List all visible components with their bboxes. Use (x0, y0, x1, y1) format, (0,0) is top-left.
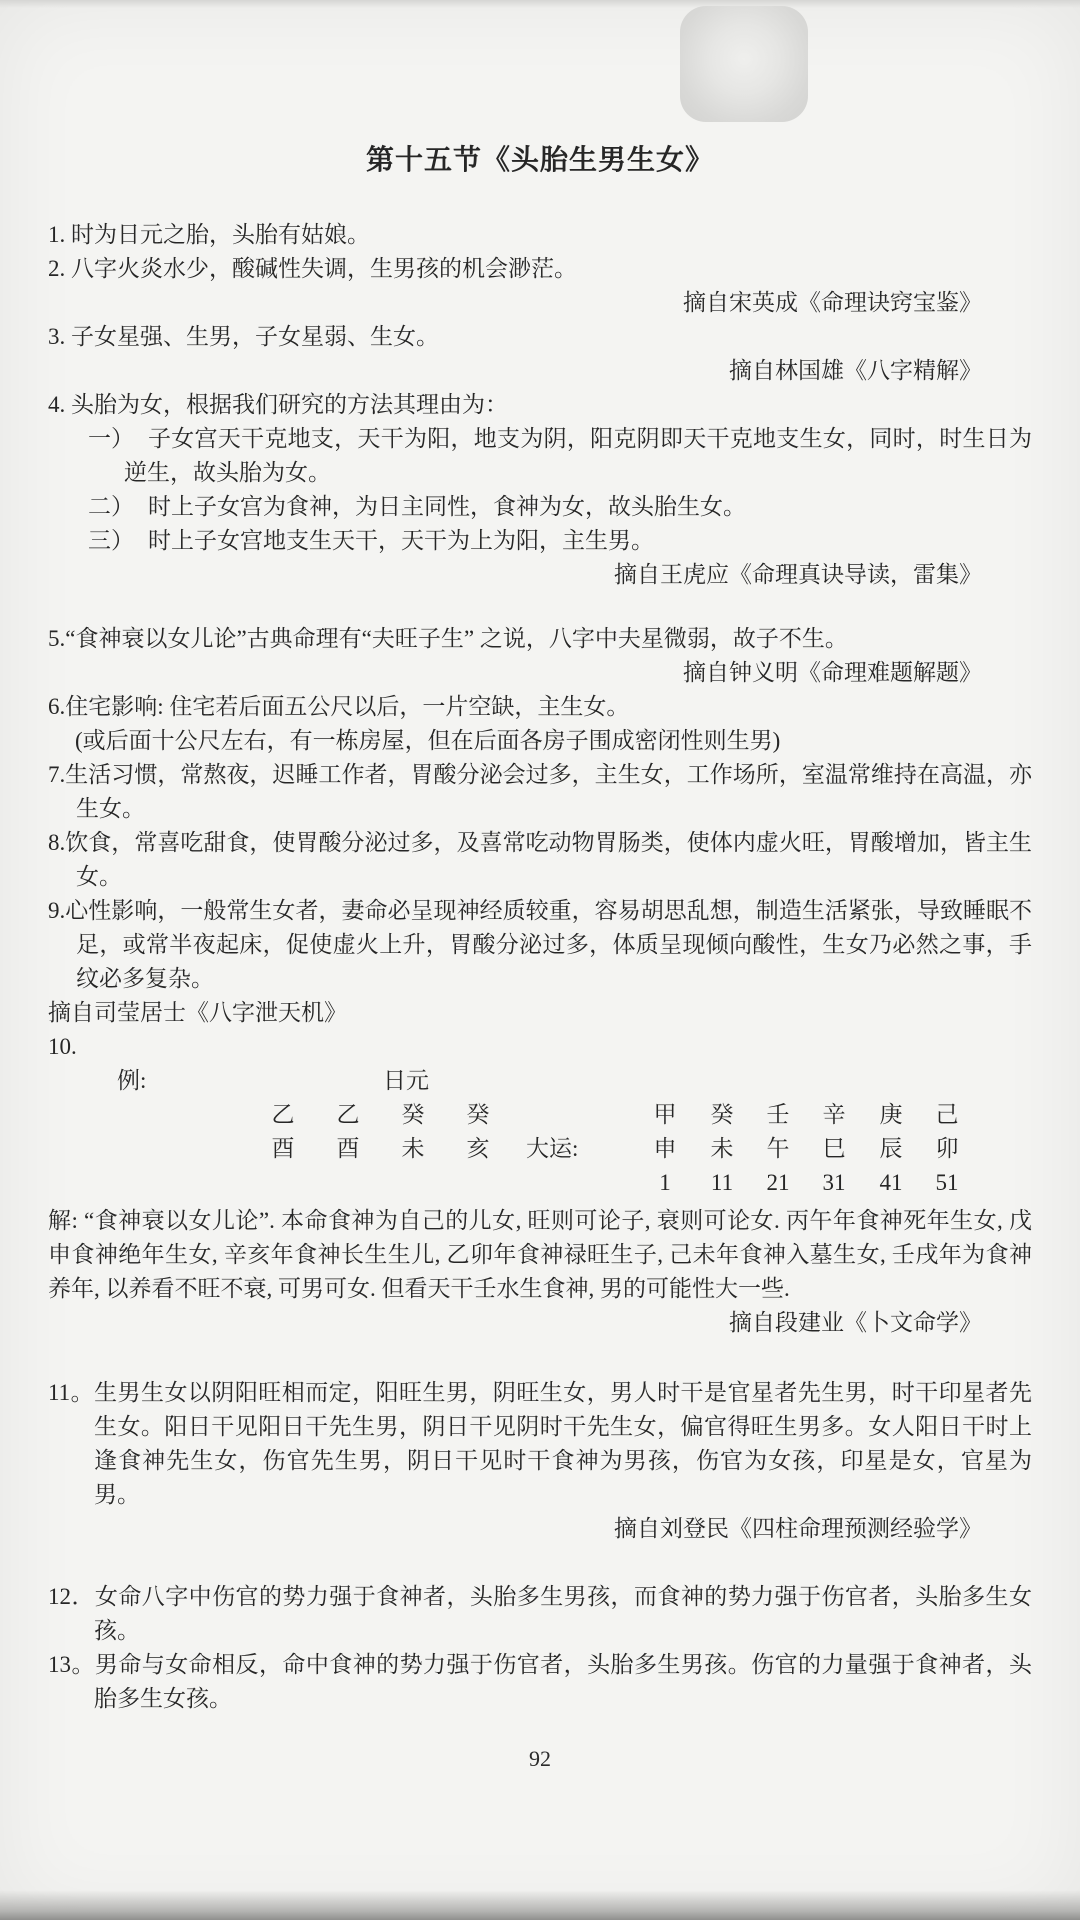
dayun-stem: 甲 (653, 1102, 677, 1127)
section-title: 第十五节《头胎生男生女》 (365, 145, 714, 176)
item-12: 12．女命八字中伤官的势力强于食神者，头胎多生男孩，而食神的势力强于伤官者，头胎多生女孩。 (48, 1584, 1032, 1643)
dayun-age: 31 (822, 1170, 846, 1195)
dayun-branch: 申 (653, 1136, 677, 1161)
dayun-age: 11 (710, 1170, 734, 1195)
page-bottom-shadow (0, 1890, 1080, 1920)
pillar-branch: 未 (401, 1136, 425, 1161)
reason-1-text: 子女宫天干克地支，天干为阳，地支为阴，阳克阴即天干克地支生女，同时，时生日为逆生，故头胎为女。 (124, 426, 1032, 485)
item-8: 8.饮食，常喜吃甜食，使胃酸分泌过多，及喜常吃动物胃肠类，使体内虚火旺，胃酸增加，皆主生女。 (48, 830, 1032, 889)
dayun-age: 1 (659, 1170, 671, 1195)
page-content (0, 218, 1080, 1776)
spacer (48, 592, 1032, 622)
dayun-age: 41 (879, 1170, 903, 1195)
dayun-stem: 癸 (710, 1102, 734, 1127)
page-top-shadow (0, 0, 1080, 8)
item-10: 10. (48, 1034, 77, 1059)
attribution-liu-dengmin: 摘自刘登民《四柱命理预测经验学》 (614, 1516, 982, 1541)
pillar-branch: 酉 (271, 1136, 295, 1161)
dayun-age: 21 (766, 1170, 790, 1195)
pillar-stem: 乙 (336, 1102, 360, 1127)
attribution-song-yingcheng: 摘自宋英成《命理诀窍宝鉴》 (683, 290, 982, 315)
dayun-stem: 壬 (766, 1102, 790, 1127)
item-13: 13。男命与女命相反，命中食神的势力强于伤官者，头胎多生男孩。伤官的力量强于食神者，头胎多生女孩。 (48, 1652, 1032, 1711)
item-2: 2. 八字火炎水少，酸碱性失调，生男孩的机会渺茫。 (48, 256, 577, 281)
attribution-siying-jushi: 摘自司莹居士《八字泄天机》 (48, 1000, 347, 1025)
page-number: 92 (529, 1746, 551, 1771)
reason-item-2 (48, 490, 1032, 524)
attribution-lin-guoxiong: 摘自林国雄《八字精解》 (729, 358, 982, 383)
dayun-branch: 辰 (879, 1136, 903, 1161)
pillar-branch: 酉 (336, 1136, 360, 1161)
pillar-stem: 癸 (466, 1102, 490, 1127)
pillar-branch: 亥 (466, 1136, 490, 1161)
item-6-note: (或后面十公尺左右，有一栋房屋，但在后面各房子围成密闭性则生男) (75, 728, 781, 753)
example-label: 例: (117, 1068, 147, 1093)
attribution-duan-jianye: 摘自段建业《卜文命学》 (729, 1310, 982, 1335)
pillar-stem: 癸 (401, 1102, 425, 1127)
dayun-stem: 辛 (822, 1102, 846, 1127)
dayun-branch: 午 (766, 1136, 790, 1161)
spacer (48, 1340, 1032, 1376)
item-1: 1. 时为日元之胎，头胎有姑娘。 (48, 222, 370, 247)
pillar-stem: 乙 (271, 1102, 295, 1127)
dayun-branch: 卯 (935, 1136, 959, 1161)
reason-2-text: 时上子女宫为食神，为日主同性，食神为女，故头胎生女。 (148, 494, 746, 519)
reason-item-1 (48, 422, 1032, 490)
watermark-badge (680, 6, 808, 122)
item-9: 9.心性影响，一般常生女者，妻命必呈现神经质较重，容易胡思乱想，制造生活紧张，导致睡眠不足，或常半夜起床，促使虚火上升，胃酸分泌过多，体质呈现倾向酸性，生女乃必然之事，手纹必多复杂。 (48, 898, 1032, 991)
dayun-stem: 己 (935, 1102, 959, 1127)
reason-3-label: 三） (88, 528, 134, 553)
dayun-label: 大运: (526, 1136, 579, 1161)
day-master-label: 日元 (383, 1068, 429, 1093)
reason-2-label: 二） (88, 494, 134, 519)
dayun-age: 51 (935, 1170, 959, 1195)
attribution-wang-huying: 摘自王虎应《命理真诀导读，雷集》 (614, 562, 982, 587)
reason-1-label: 一） (88, 426, 134, 451)
spacer (48, 1546, 1032, 1580)
reason-3-text: 时上子女宫地支生天干，天干为上为阳，主生男。 (148, 528, 654, 553)
dayun-branch: 巳 (822, 1136, 846, 1161)
item-7: 7.生活习惯，常熬夜，迟睡工作者，胃酸分泌会过多，主生女，工作场所，室温常维持在高温，亦生女。 (48, 762, 1032, 821)
item-4: 4. 头胎为女，根据我们研究的方法其理由为： (48, 392, 508, 417)
attribution-zhong-yiming: 摘自钟义明《命理难题解题》 (683, 660, 982, 685)
bazi-example-chart (48, 1064, 1032, 1204)
item-6: 6.住宅影响: 住宅若后面五公尺以后，一片空缺，主生女。 (48, 694, 630, 719)
item-5: 5.“食神衰以女儿论”古典命理有“夫旺子生” 之说，八字中夫星微弱，故子不生。 (48, 626, 848, 651)
item-3: 3. 子女星强、生男，子女星弱、生女。 (48, 324, 439, 349)
item-10-explanation: 解: “食神衰以女儿论”. 本命食神为自己的儿女, 旺则可论子, 衰则可论女. 丙午年食神死年生女, 戊申食神绝年生女, 辛亥年食神长生生儿, 乙卯年食神禄旺生子, 己未年食神入墓生女, 壬戌年为食神养年, 以养看不旺不衰, 可男可女. 但看天干壬水生食神, 男的可能性大一些. (48, 1208, 1032, 1301)
item-11: 11。生男生女以阴阳旺相而定，阳旺生男，阴旺生女，男人时干是官星者先生男，时干印星者先生女。阳日干见阳日干先生男，阴日干见阴时干先生女，偏官得旺生男多。女人阳日干时上逢食神先生女，伤官先生男，阴日干见时干食神为男孩，伤官为女孩，印星是女，官星为男。 (48, 1380, 1032, 1507)
dayun-stem: 庚 (879, 1102, 903, 1127)
reason-item-3 (48, 524, 1032, 558)
dayun-branch: 未 (710, 1136, 734, 1161)
